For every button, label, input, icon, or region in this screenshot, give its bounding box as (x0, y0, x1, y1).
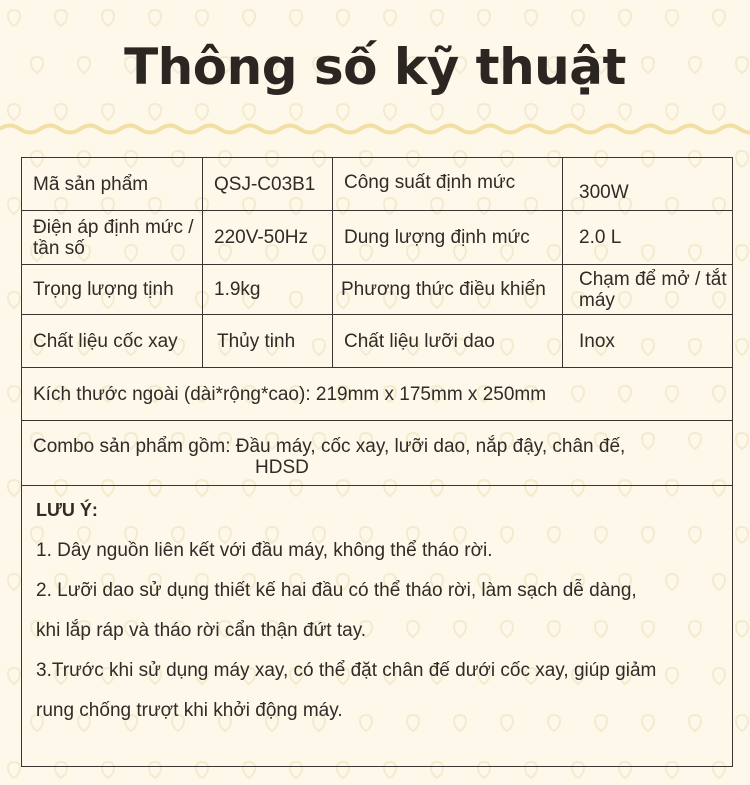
spec-label: Trọng lượng tịnh (22, 265, 203, 314)
pattern-shape (8, 480, 20, 496)
pattern-shape (8, 198, 20, 214)
spec-label: Mã sản phẩm (22, 158, 203, 210)
pattern-shape (736, 151, 748, 167)
note-line: rung chống trượt khi khởi động máy. (36, 700, 343, 721)
spec-label: Chất liệu cốc xay (22, 315, 203, 367)
spec-value: Chạm để mở / tắt máy (579, 268, 727, 311)
spec-value: Thủy tinh (203, 315, 333, 367)
combo-text (22, 421, 732, 485)
pattern-shape (736, 715, 748, 731)
note-line: 3.Trước khi sử dụng máy xay, có thể đặt chân đế dưới cốc xay, giúp giảm (36, 660, 657, 681)
page-title: Thông số kỹ thuật (124, 38, 626, 96)
note-line: 1. Dây nguồn liên kết với đầu máy, không thể tháo rời. (36, 540, 493, 561)
pattern-shape (8, 292, 20, 308)
spec-row (22, 315, 732, 368)
note-line: khi lắp ráp và tháo rời cẩn thận đứt tay. (36, 620, 367, 641)
spec-row-dimensions (22, 368, 732, 421)
pattern-shape (572, 10, 584, 26)
pattern-shape (666, 10, 678, 26)
spec-value: 220V-50Hz (203, 211, 333, 264)
pattern-shape (736, 433, 748, 449)
pattern-shape (619, 10, 631, 26)
pattern-shape (525, 10, 537, 26)
pattern-shape (102, 10, 114, 26)
note-title: LƯU Ý: (36, 500, 98, 520)
spec-label: Công suất định mức (333, 158, 563, 210)
pattern-shape (290, 10, 302, 26)
spec-row-combo (22, 421, 732, 486)
pattern-shape (736, 245, 748, 261)
spec-sheet (21, 157, 733, 767)
spec-label: Chất liệu lưỡi dao (333, 315, 563, 367)
dimensions-text: Kích thước ngoài (dài*rộng*cao): 219mm x 175mm x 250mm (33, 383, 547, 405)
pattern-shape (713, 10, 725, 26)
spec-row (22, 265, 732, 315)
spec-label: Điện áp định mức / tần số (22, 211, 203, 264)
pattern-shape (196, 10, 208, 26)
pattern-shape (337, 10, 349, 26)
spec-row (22, 211, 732, 265)
spec-value: 1.9kg (203, 265, 333, 314)
pattern-shape (55, 10, 67, 26)
spec-label: Phương thức điều khiển (333, 265, 563, 314)
spec-label: Dung lượng định mức (333, 211, 563, 264)
spec-value: 300W (579, 182, 629, 203)
combo-line: Combo sản phẩm gồm: Đầu máy, cốc xay, lưỡi dao, nắp đậy, chân đế, (33, 436, 626, 457)
note-line: 2. Lưỡi dao sử dụng thiết kế hai đầu có thể tháo rời, làm sạch dễ dàng, (36, 580, 637, 601)
pattern-shape (384, 10, 396, 26)
combo-line: HDSD (255, 457, 309, 478)
pattern-shape (736, 621, 748, 637)
decorative-wave (0, 118, 750, 140)
pattern-shape (243, 10, 255, 26)
spec-value: QSJ-C03B1 (203, 158, 333, 210)
spec-value: Inox (579, 330, 615, 352)
pattern-shape (8, 574, 20, 590)
pattern-shape (8, 10, 20, 26)
pattern-shape (431, 10, 443, 26)
spec-value: 2.0 L (579, 227, 622, 248)
pattern-shape (736, 527, 748, 543)
pattern-shape (736, 339, 748, 355)
pattern-shape (478, 10, 490, 26)
spec-row (22, 158, 732, 211)
pattern-shape (8, 668, 20, 684)
pattern-shape (149, 10, 161, 26)
note-section (36, 500, 726, 731)
pattern-shape (8, 386, 20, 402)
pattern-shape (8, 762, 20, 778)
